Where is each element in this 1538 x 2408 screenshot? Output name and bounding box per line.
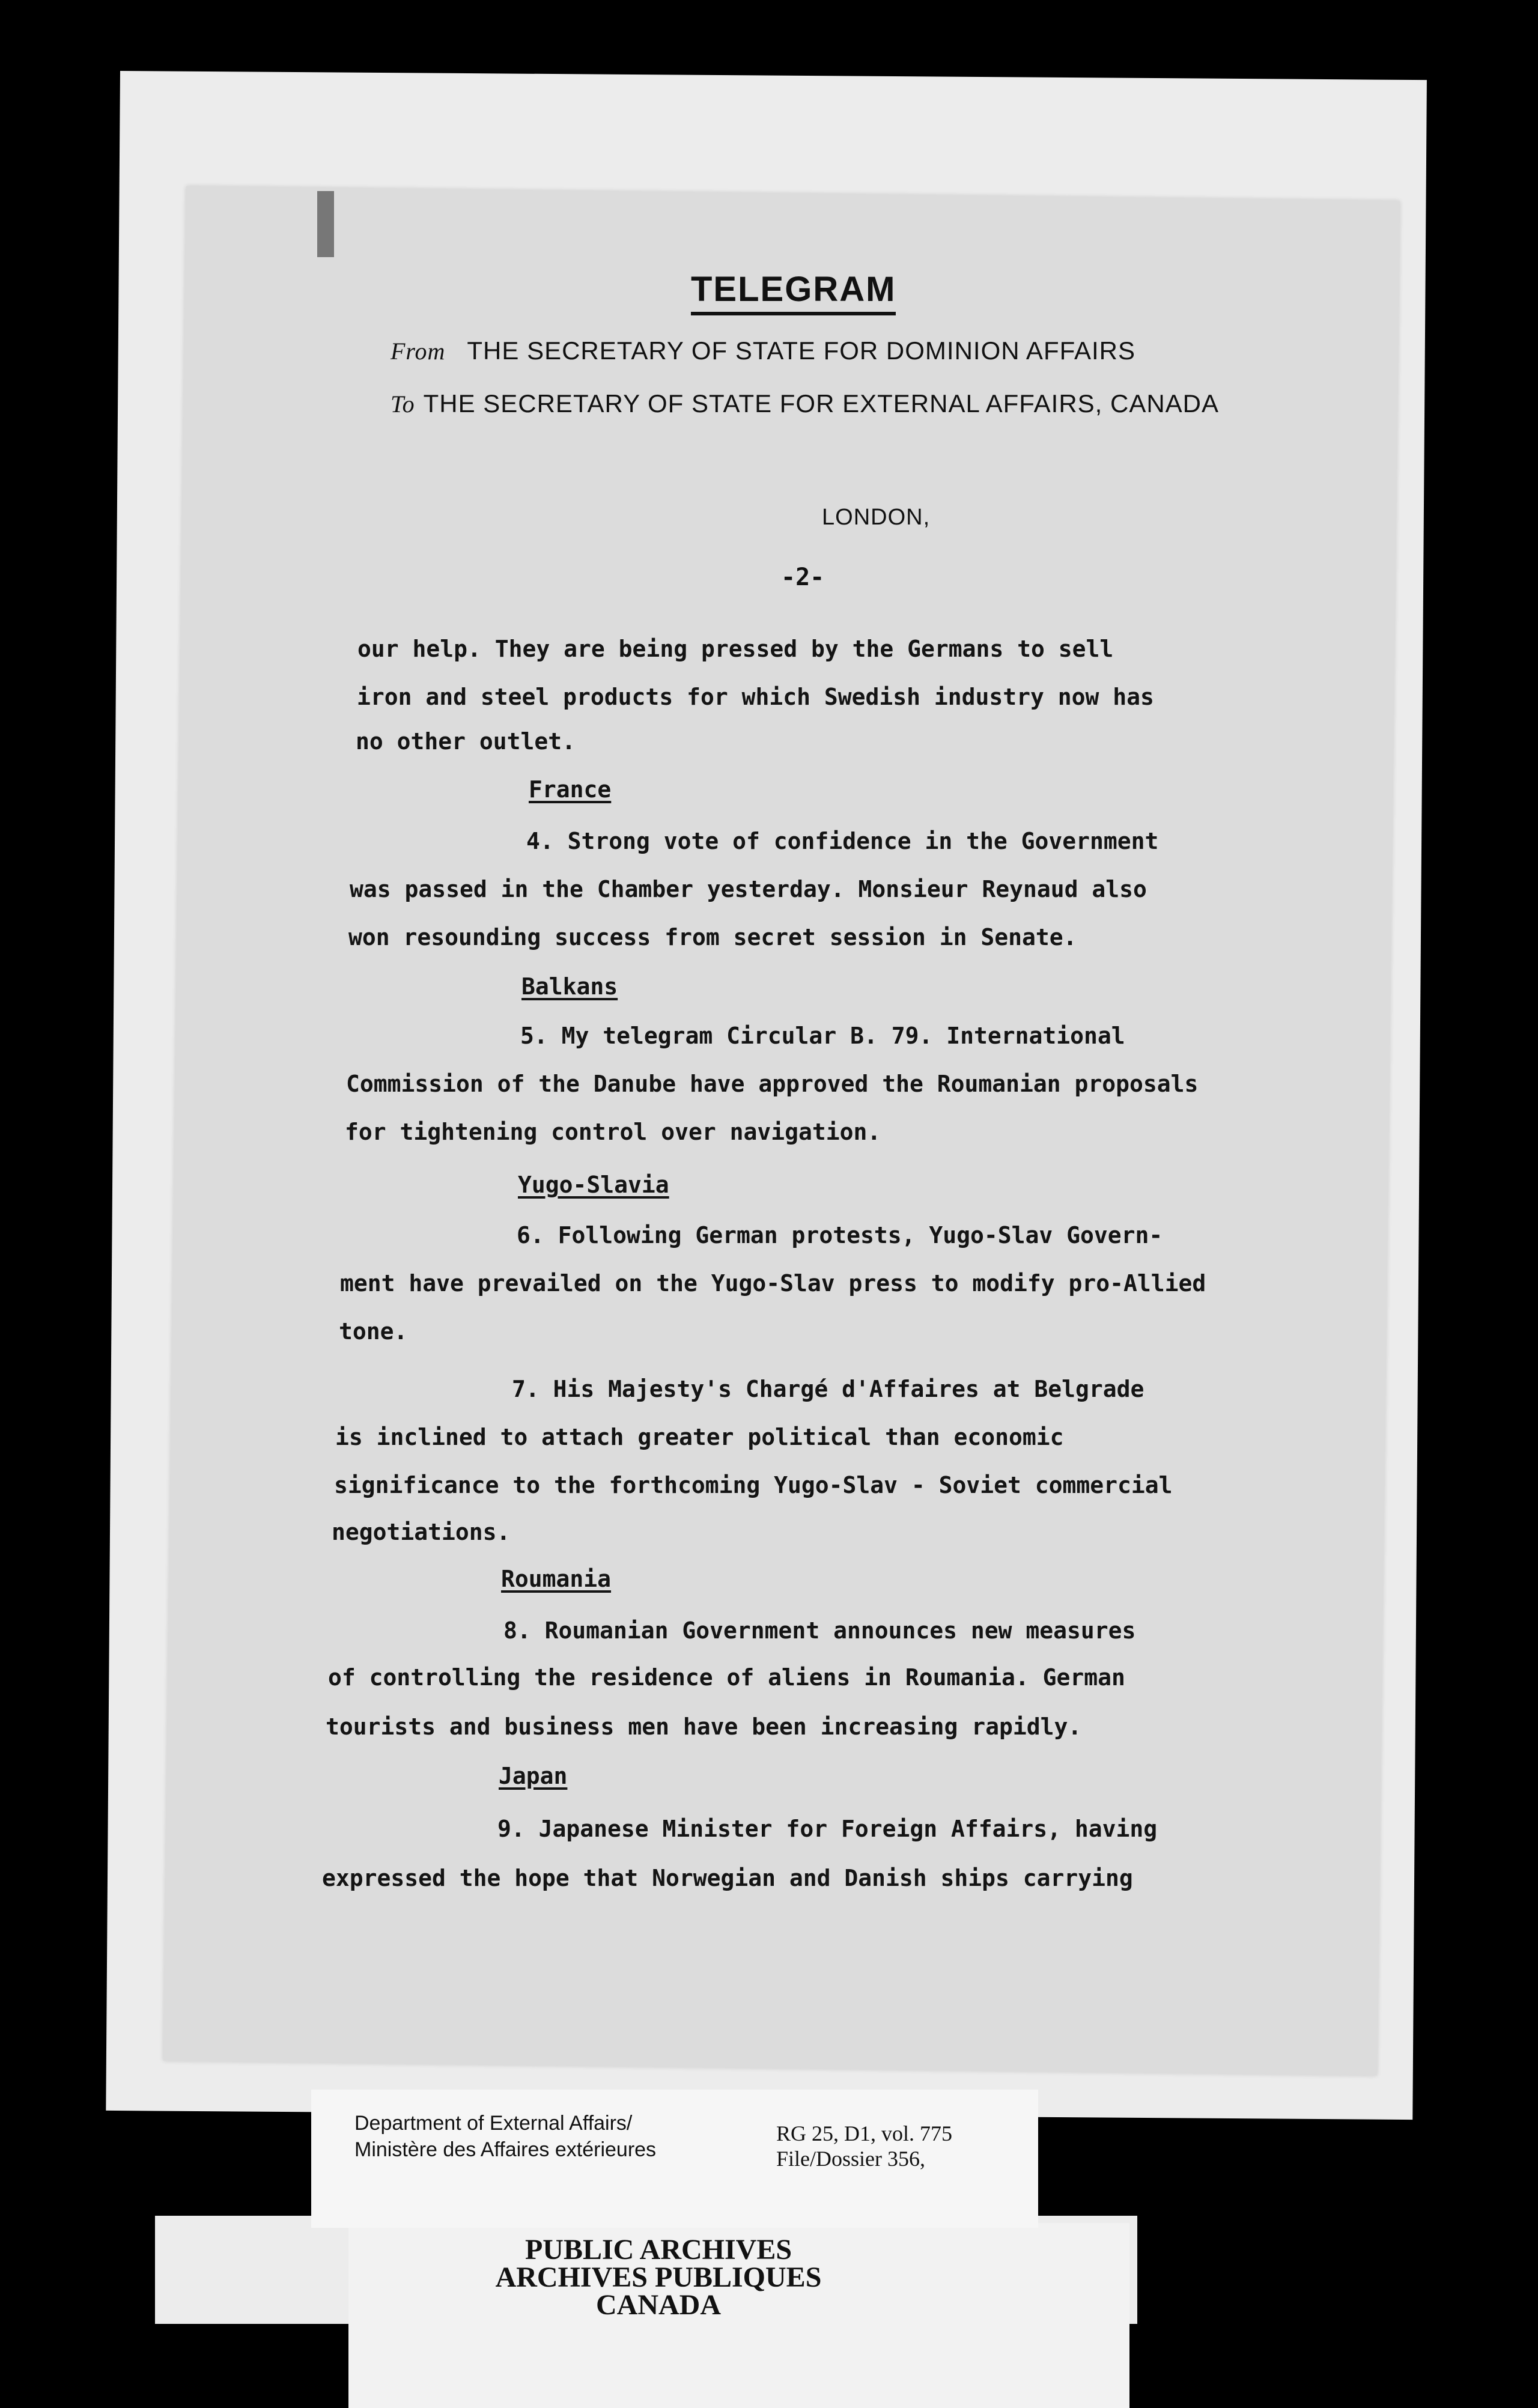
- page-number: -2-: [781, 564, 825, 591]
- reference-file: File/Dossier 356,: [776, 2147, 925, 2171]
- to-text: THE SECRETARY OF STATE FOR EXTERNAL AFFAIRS, CANADA: [423, 389, 1220, 418]
- body-line: was passed in the Chamber yesterday. Monsieur Reynaud also: [350, 876, 1147, 902]
- body-line: 4. Strong vote of confidence in the Government: [526, 828, 1159, 854]
- body-line: 6. Following German protests, Yugo-Slav Govern-: [517, 1222, 1163, 1248]
- reference-label: [776, 2121, 952, 2171]
- body-line: won resounding success from secret session in Senate.: [348, 924, 1077, 950]
- to-line: [391, 389, 1219, 418]
- body-line: expressed the hope that Norwegian and Danish ships carrying: [322, 1865, 1133, 1891]
- body-line: 7. His Majesty's Chargé d'Affaires at Belgrade: [512, 1376, 1144, 1402]
- to-label: To: [391, 391, 415, 418]
- department-label: [354, 2110, 656, 2163]
- reference-volume: RG 25, D1, vol. 775: [776, 2121, 953, 2145]
- from-text: THE SECRETARY OF STATE FOR DOMINION AFFAIRS: [467, 336, 1135, 365]
- body-line: negotiations.: [332, 1519, 511, 1545]
- body-line: significance to the forthcoming Yugo-Slav - Soviet commercial: [334, 1472, 1173, 1498]
- body-line: for tightening control over navigation.: [345, 1119, 881, 1145]
- department-line-en: Department of External Affairs/: [354, 2112, 633, 2135]
- body-line: 5. My telegram Circular B. 79. International: [520, 1023, 1125, 1049]
- from-line: [391, 336, 1135, 365]
- archives-line-en: PUBLIC ARCHIVES: [524, 2234, 792, 2266]
- archives-line-fr: ARCHIVES PUBLIQUES: [495, 2261, 822, 2293]
- section-heading-japan: Japan: [499, 1763, 568, 1789]
- body-line: 9. Japanese Minister for Foreign Affairs, having: [497, 1816, 1158, 1842]
- body-line: iron and steel products for which Swedish industry now has: [357, 684, 1154, 710]
- body-line: of controlling the residence of aliens in Roumania. German: [328, 1664, 1125, 1691]
- body-line: no other outlet.: [356, 728, 576, 755]
- place-line: LONDON,: [822, 505, 931, 530]
- body-line: tourists and business men have been increasing rapidly.: [326, 1713, 1082, 1740]
- body-line: our help. They are being pressed by the Germans to sell: [357, 636, 1114, 662]
- body-line: 8. Roumanian Government announces new measures: [503, 1617, 1136, 1644]
- from-label: From: [391, 338, 446, 365]
- section-heading-yugoslavia: Yugo-Slavia: [518, 1172, 669, 1198]
- body-line: is inclined to attach greater political than economic: [335, 1424, 1064, 1450]
- paper-clip-mark: [317, 191, 334, 257]
- archives-line-country: CANADA: [596, 2289, 721, 2321]
- section-heading-france: France: [529, 776, 612, 803]
- body-line: Commission of the Danube have approved the Roumanian proposals: [346, 1071, 1199, 1097]
- body-line: ment have prevailed on the Yugo-Slav press to modify pro-Allied: [340, 1270, 1206, 1297]
- department-line-fr: Ministère des Affaires extérieures: [354, 2138, 657, 2161]
- section-heading-roumania: Roumania: [501, 1566, 612, 1592]
- section-heading-balkans: Balkans: [521, 973, 618, 1000]
- body-line: tone.: [339, 1318, 408, 1345]
- telegram-title: TELEGRAM: [691, 269, 896, 315]
